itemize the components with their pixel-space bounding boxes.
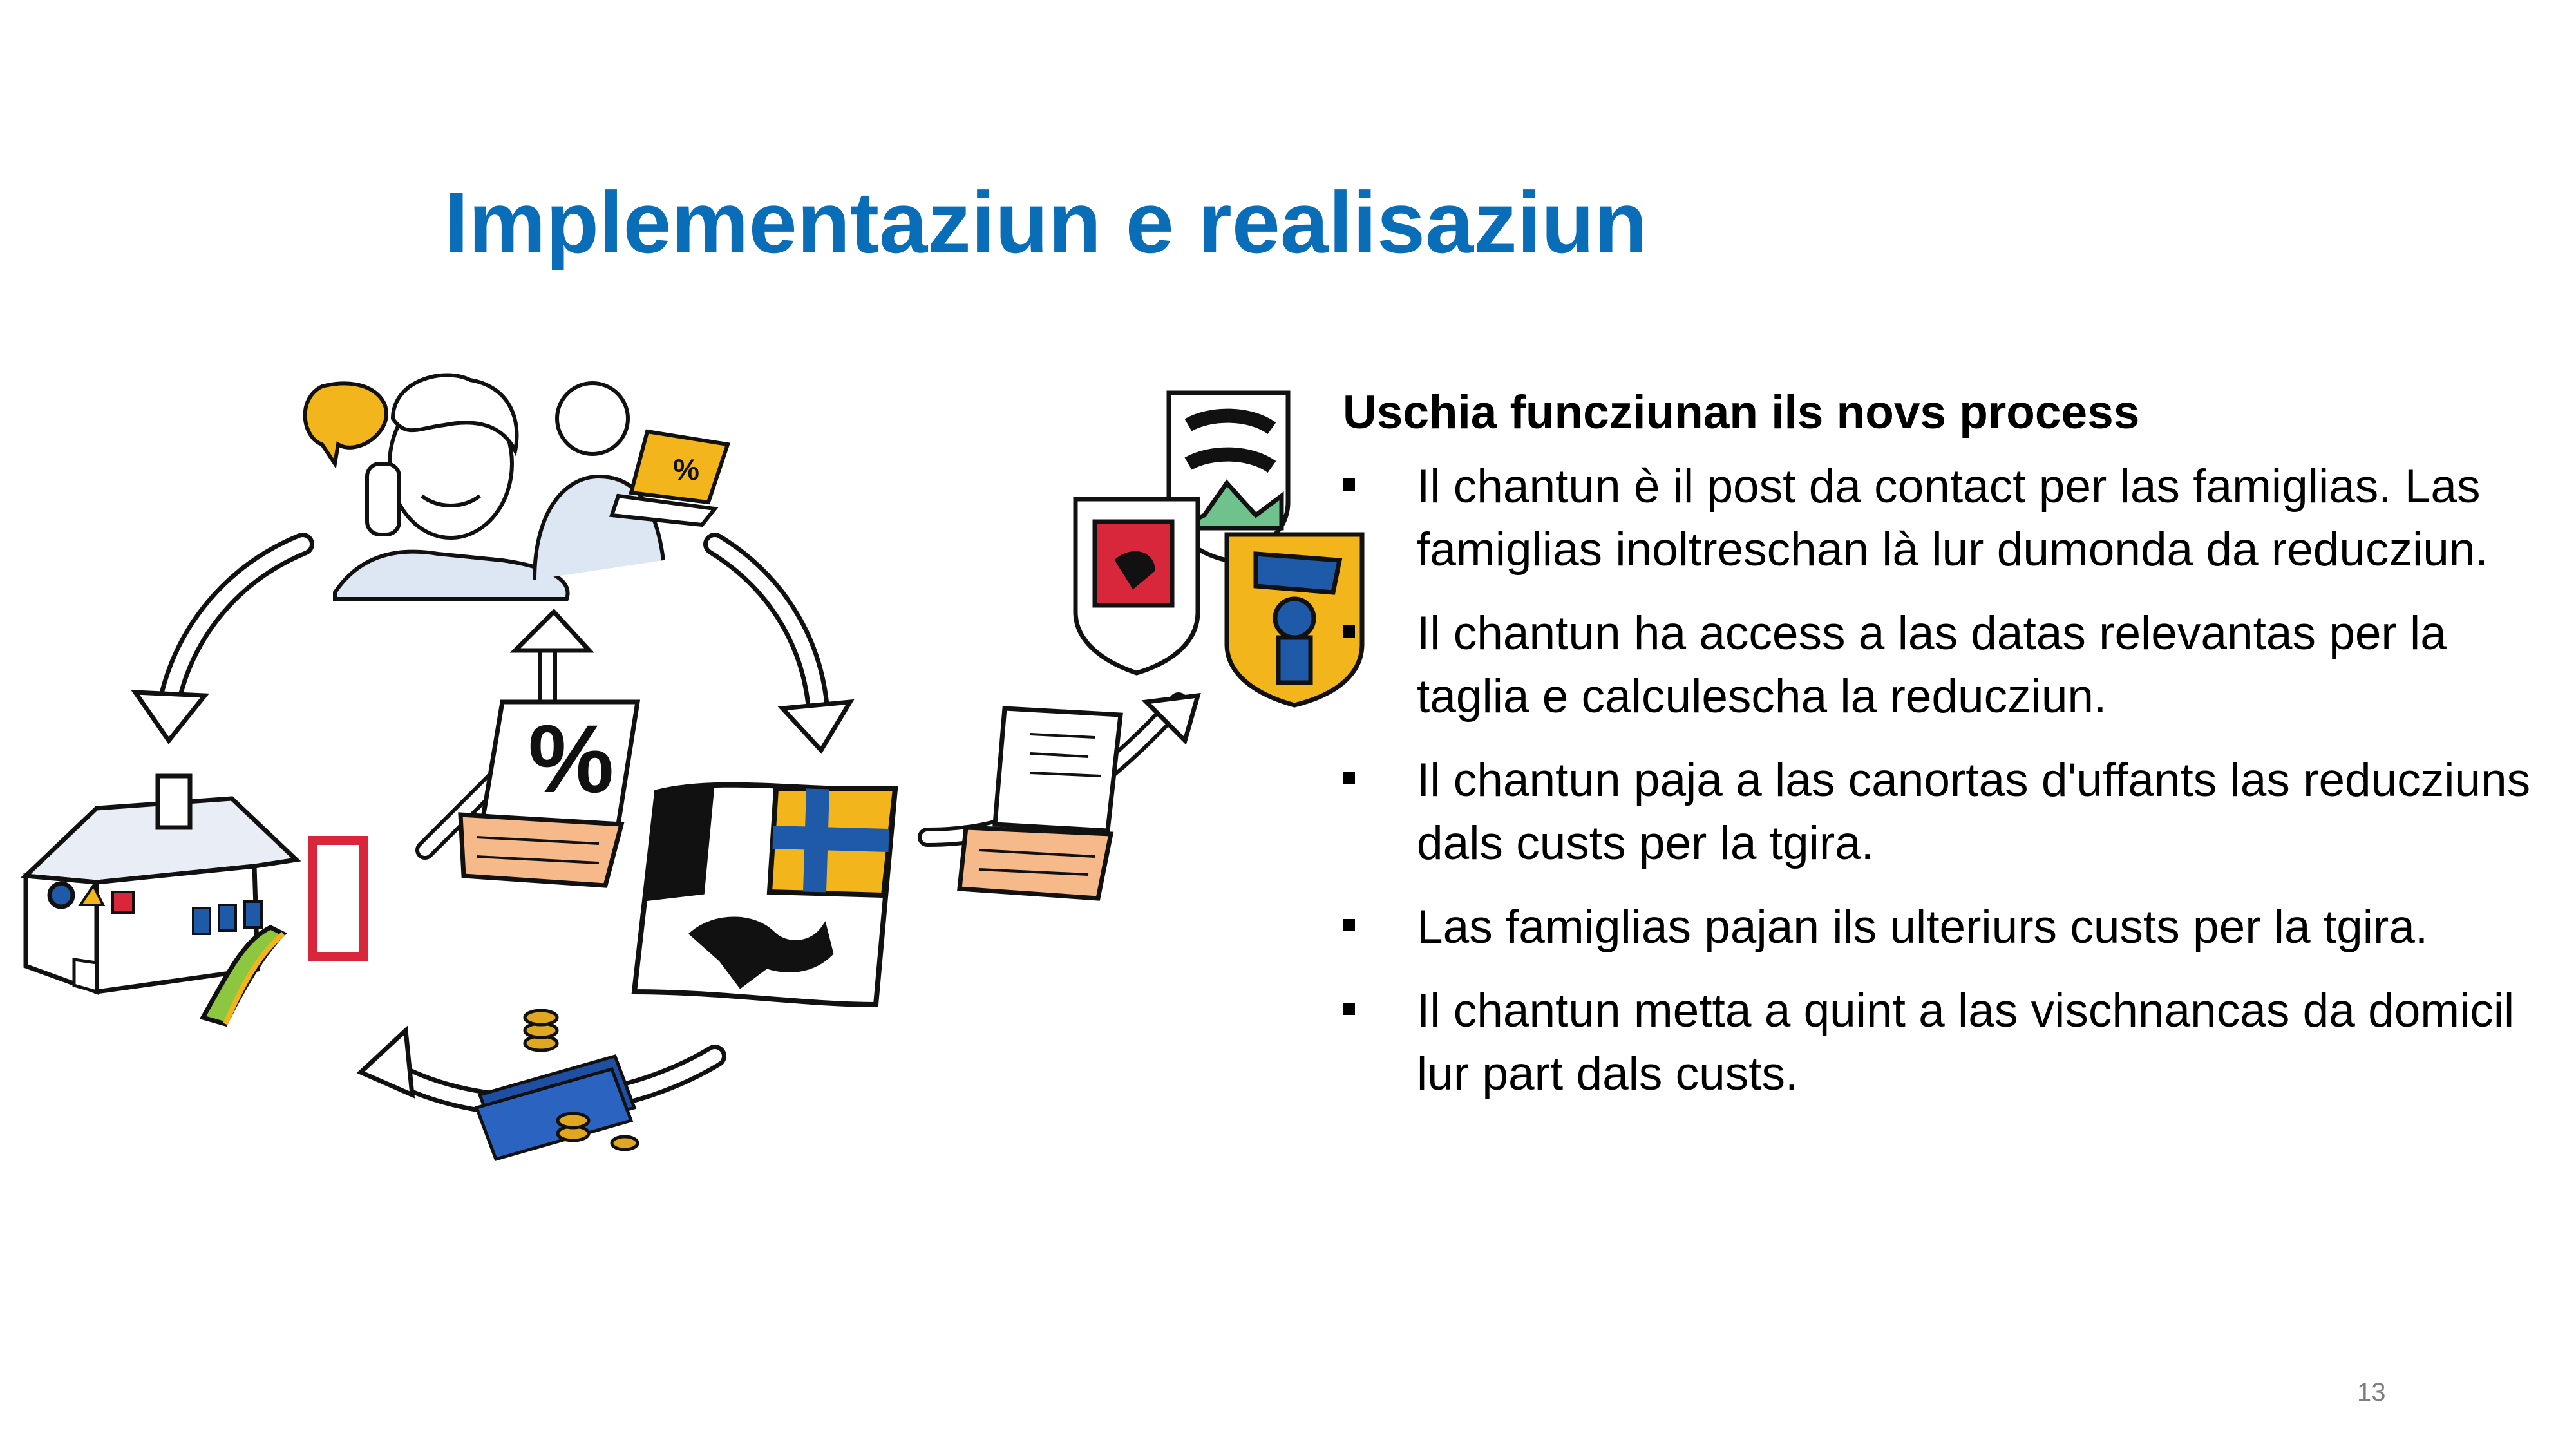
slide-title: Implementaziun e realisaziun (444, 174, 1648, 271)
money-stack-icon (477, 1010, 638, 1159)
bullet-square-icon (1343, 1003, 1355, 1015)
coat-of-arms-icon (1075, 393, 1362, 705)
grisons-flag-icon (634, 785, 895, 1005)
percent-document-icon (460, 702, 638, 886)
bullet-item (1343, 896, 2566, 959)
person-laptop-icon (535, 383, 728, 580)
bullet-square-icon (1343, 772, 1355, 784)
bullet-item (1343, 455, 2566, 582)
speech-bubble-icon (305, 383, 386, 464)
document-percent-text: % (528, 705, 614, 813)
bullet-list (1343, 455, 2566, 1106)
bullet-item (1343, 980, 2566, 1106)
house-icon (26, 776, 364, 1024)
text-content (1343, 383, 2566, 1126)
bullet-text: Il chantun ha access a las datas relevantas per la taglia e calculescha la reducziun. (1417, 607, 2447, 723)
bullet-text: Las famiglias pajan ils ulteriurs custs per la tgira. (1417, 901, 2429, 953)
invoice-icon (960, 708, 1121, 898)
bullet-text: Il chantun metta a quint a las vischnancas da domicil lur part dals custs. (1417, 985, 2515, 1100)
page-number: 13 (2357, 1378, 2386, 1406)
bullet-text: Il chantun paja a las canortas d'uffants las reducziuns dals custs per la tgira. (1417, 754, 2531, 869)
bullet-square-icon (1343, 478, 1355, 491)
laptop-percent-text: % (673, 453, 699, 486)
bullet-square-icon (1343, 919, 1355, 931)
bullet-item (1343, 749, 2566, 875)
subheading: Uschia funcziunan ils novs process (1343, 386, 2140, 439)
bullet-square-icon (1343, 625, 1355, 638)
process-cycle-illustration (0, 348, 1391, 1185)
bullet-item (1343, 602, 2566, 728)
bullet-text: Il chantun è il post da contact per las famiglias. Las famiglias inoltreschan là lur dumonda da reducziun. (1417, 460, 2488, 576)
